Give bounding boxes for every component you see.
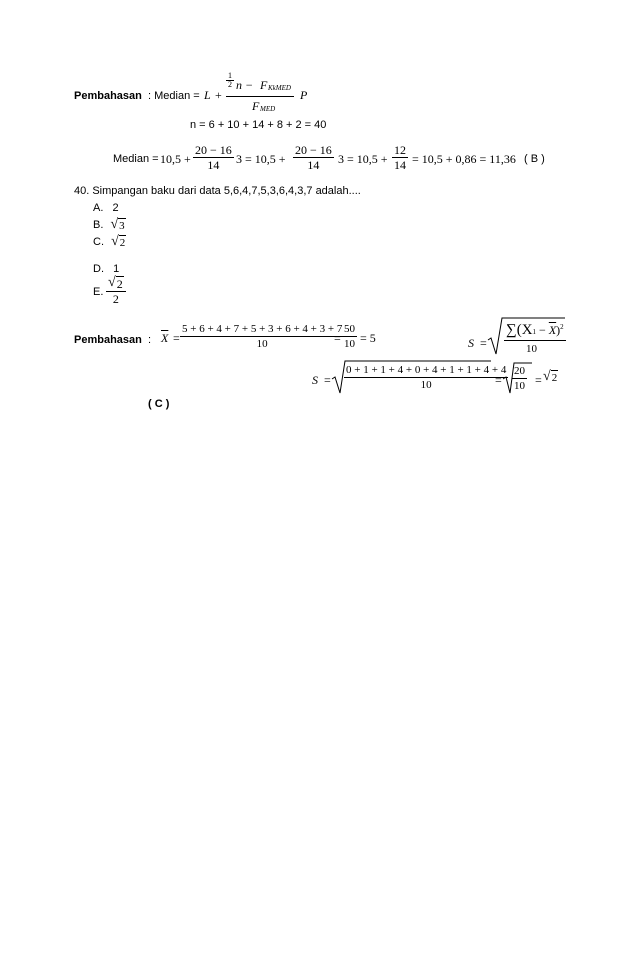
- option-d-letter: D.: [93, 263, 104, 275]
- option-a: [93, 202, 119, 214]
- sd-sum: ∑(X: [506, 322, 533, 338]
- option-d: [93, 263, 119, 275]
- xbar-eq: =: [173, 331, 180, 345]
- denF-symbol: F: [252, 99, 260, 113]
- S2-eq: =: [324, 373, 331, 387]
- mean-num: 5 + 6 + 4 + 7 + 5 + 3 + 6 + 4 + 3 + 7: [182, 323, 343, 335]
- r-den: 10: [344, 338, 355, 350]
- mean-den: 10: [256, 338, 268, 350]
- option-d-value: 1: [113, 263, 120, 275]
- median-fraction-2: [293, 143, 334, 172]
- calc-num: 0 + 1 + 1 + 4 + 0 + 4 + 1 + 1 + 4 + 4: [346, 364, 507, 376]
- f1-num: 20 − 16: [195, 143, 232, 157]
- option-e-num-value: 2: [116, 277, 123, 291]
- c-den: 10: [514, 380, 525, 392]
- median-term-4: = 10,5 + 0,86 = 11,36: [412, 152, 516, 166]
- sd-numerator: [506, 322, 564, 339]
- half-num: 1: [228, 71, 232, 80]
- sd-sup: 2: [560, 323, 564, 331]
- S-eq: =: [480, 336, 487, 350]
- option-e-num: √ 2: [108, 275, 123, 291]
- mean-fraction: [180, 322, 344, 351]
- F-symbol: F: [260, 78, 268, 92]
- S-symbol: S: [468, 336, 474, 350]
- option-e: [93, 286, 103, 298]
- sd-minus: −: [536, 323, 549, 337]
- colon-2: :: [148, 334, 152, 346]
- option-a-value: 2: [112, 202, 119, 214]
- mean-eq2: =: [334, 331, 341, 345]
- half-fraction: [226, 72, 234, 89]
- option-b-letter: B.: [93, 219, 104, 231]
- f3-num: 12: [394, 143, 406, 157]
- pembahasan-label-2: Pembahasan: [74, 334, 142, 346]
- answer-c: ( C ): [148, 398, 170, 410]
- option-a-letter: A.: [93, 202, 104, 214]
- f2-num: 20 − 16: [295, 143, 332, 157]
- option-c-sqrt: √ 2: [111, 234, 126, 249]
- final-sqrt: √ 2: [543, 369, 558, 384]
- sd-sub: 1: [532, 328, 537, 336]
- n-calculation: n = 6 + 10 + 14 + 8 + 2 = 40: [190, 119, 327, 131]
- option-b-sqrt: √ 3: [110, 217, 125, 232]
- mean-result: = 5: [360, 331, 376, 345]
- option-b: [93, 218, 126, 233]
- formula-plus: +: [215, 88, 222, 102]
- option-c-value: 2: [119, 237, 126, 249]
- sd-den: 10: [526, 343, 537, 355]
- option-b-value: 3: [119, 220, 125, 232]
- sd-fraction-bar: [504, 340, 566, 341]
- calc-eq3: =: [495, 373, 502, 387]
- median-intro: : Median =: [148, 90, 200, 102]
- median-fraction-3: [392, 143, 408, 172]
- formula-L: L: [204, 88, 211, 102]
- sd-xbar: $\overline{X}$: [548, 323, 557, 337]
- f3-den: 14: [394, 158, 406, 172]
- option-c-letter: C.: [93, 236, 104, 248]
- median-term-1: 10,5 +: [160, 152, 191, 166]
- option-e-fraction: [106, 276, 126, 307]
- n-minus: n −: [236, 78, 254, 92]
- question-40: 40. Simpangan baku dari data 5,6,4,7,5,3,6,4,3,7 adalah....: [74, 185, 361, 197]
- calc-eq4: =: [535, 373, 542, 387]
- xbar-symbol: $\overline{X}$: [161, 331, 169, 345]
- F-subscript: KkMED: [268, 84, 291, 92]
- formula-P: P: [300, 88, 308, 102]
- final-rad-value: 2: [551, 372, 558, 384]
- median-fraction-1: [193, 143, 234, 172]
- c-num: 20: [514, 365, 525, 377]
- calc-fraction: [344, 363, 508, 392]
- f1-den: 14: [207, 158, 220, 172]
- median-term-3: 3 = 10,5 +: [338, 152, 388, 166]
- denF-subscript: MED: [260, 105, 276, 113]
- option-e-letter: E.: [93, 286, 104, 298]
- pembahasan-label-1: Pembahasan: [74, 90, 142, 102]
- median-formula-fraction: [226, 72, 296, 113]
- S2-symbol: S: [312, 373, 318, 387]
- median-label: Median =: [113, 153, 159, 165]
- sd-close: ): [556, 323, 561, 337]
- c-fraction: [512, 364, 527, 393]
- f2-den: 14: [307, 158, 320, 172]
- calc-den: 10: [420, 379, 432, 391]
- option-c: [93, 235, 126, 250]
- mean-result-fraction: [342, 322, 357, 351]
- median-term-2: 3 = 10,5 +: [236, 152, 286, 166]
- option-e-den: 2: [112, 292, 119, 306]
- answer-b: ( B ): [524, 153, 545, 165]
- r-num: 50: [344, 323, 355, 335]
- half-den: 2: [228, 80, 232, 89]
